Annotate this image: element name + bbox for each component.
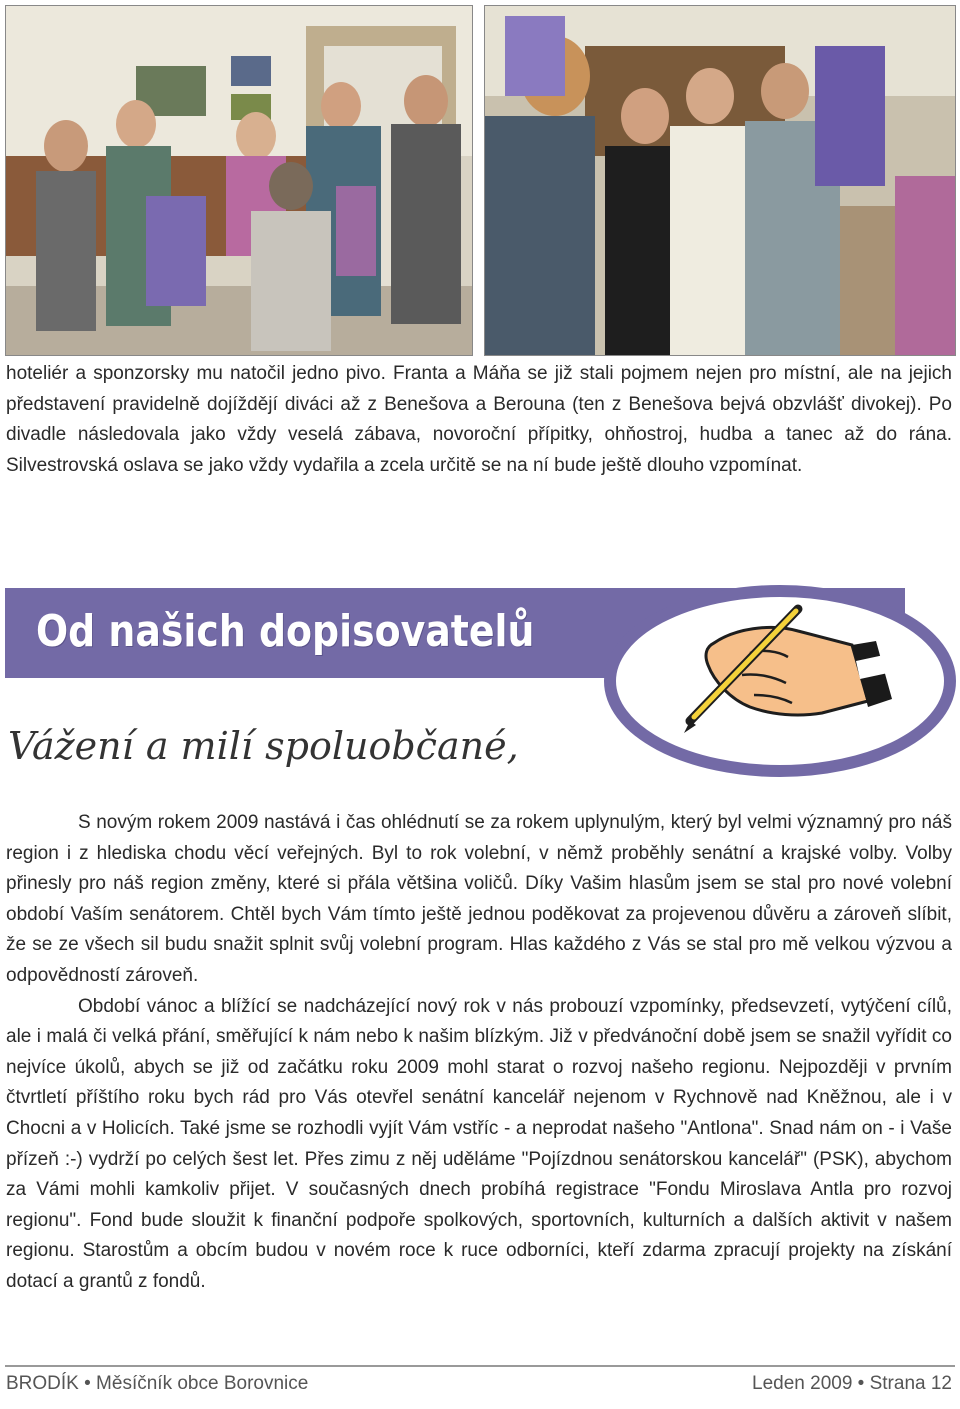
photo-party-left [5, 5, 473, 356]
letter-body [6, 808, 952, 1298]
photo-party-right-image [485, 6, 955, 355]
footer-publication: BRODÍK • Měsíčník obce Borovnice [6, 1373, 309, 1394]
footer-page-info: Leden 2009 • Strana 12 [752, 1373, 952, 1394]
letter-paragraph-1: S novým rokem 2009 nastává i čas ohlédnutí se za rokem uplynulým, který byl velmi významný pro náš region i z hlediska chodu věcí veřejných. Byl to rok volební, v němž proběhly senátní a krajské volby. Volby přinesly pro náš region změny, které si přála většina voličů. Díky Vašim hlasům jsem se stal pro nové volební období Vaším senátorem. Chtěl bych Vám tímto ještě jednou poděkovat za projevenou důvěru a zároveň slíbit, že se ze všech sil budu snažit splnit svůj volební program. Hlas každého z Vás se stal pro mě velkou výzvou a odpovědností zároveň. [6, 812, 952, 986]
photo-party-right [484, 5, 956, 356]
letter-paragraph-2: Období vánoc a blížící se nadcházející nový rok v nás probouzí vzpomínky, předsevzetí, vytýčení cílů, ale i malá či velká přání, směřující k nám nebo k našim blízkým. Již v předvánoční době jsem se snažil vyřídit co nejvíce úkolů, abych se již od začátku roku 2009 mohl starat o rozvoj našeho regionu. Nejpozději v prvním čtvrtletí příštího roku bych rád pro Vás otevřel senátní kancelář nejenom v Rychnově nad Kněžnou, ale i v Chocni a v Holicích. Také jsme se rozhodli vyjít Vám vstříc - a neprodat našeho "Antlona". Snad nám on - i Vaše přízeň :-) vydrží po celých šest let. Přes zimu z něj uděláme "Pojízdnou senátorskou kancelář" (PSK), abychom za Vámi mohli kamkoliv přijet. V současných dnech probíhá registrace "Fondu Miroslava Antla pro rozvoj regionu". Fond bude sloužit k finanční podpoře spolkových, sportovních, kulturních a dalších aktivit v našem regionu. Starostům a obcím budou v novém roce k ruce odborníci, kteří zdarma zpracují projekty na získání dotací a grantů z fondů. [6, 995, 952, 1292]
photo-party-left-image [6, 6, 472, 355]
footer-divider [5, 1365, 955, 1367]
section-title: Od našich dopisovatelů [36, 606, 535, 657]
intro-paragraph: hoteliér a sponzorsky mu natočil jedno pivo. Franta a Máňa se již stali pojmem nejen pro místní, ale na jejich představení pravidelně dojíždějí diváci až z Benešova a Berouna (ten z Benešova bejvá obzvlášť divokej). Po divadle následovala jako vždy veselá zábava, novoroční přípitky, ohňostroj, hudba a tanec až do rána. Silvestrovská oslava se jako vždy vydařila a zcela určitě se na ní bude ještě dlouho vzpomínat. [6, 363, 952, 476]
letter-greeting: Vážení a milí spoluobčané, [8, 724, 519, 768]
writing-hand-icon [602, 583, 958, 779]
